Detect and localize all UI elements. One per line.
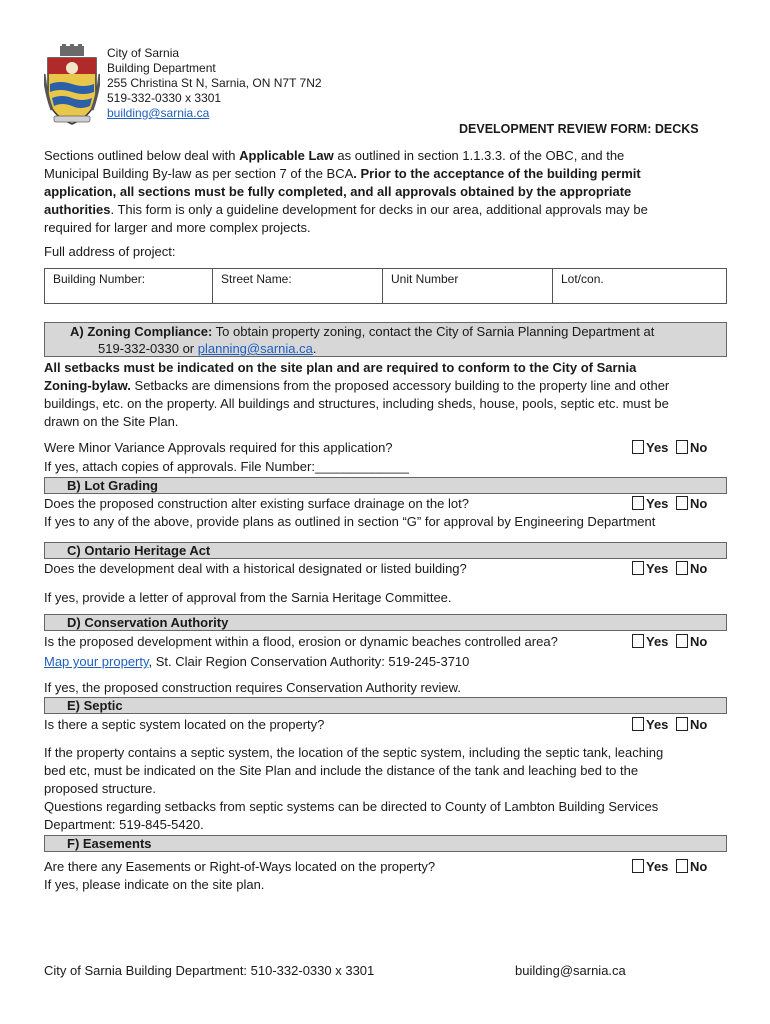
planning-email-link[interactable]: planning@sarnia.ca xyxy=(197,341,313,356)
lot-grading-yes-no: Yes No xyxy=(632,495,707,512)
minor-variance-no-checkbox[interactable] xyxy=(676,440,688,454)
heritage-followup: If yes, provide a letter of approval from the Sarnia Heritage Committee. xyxy=(44,590,452,605)
unit-number-field[interactable]: Unit Number xyxy=(383,269,553,303)
map-your-property-link[interactable]: Map your property xyxy=(44,654,149,669)
lot-con-field[interactable]: Lot/con. xyxy=(561,272,604,286)
section-a-body-2: Zoning-bylaw. Setbacks are dimensions from the proposed accessory building to the property line and other xyxy=(44,378,670,393)
heritage-question: Does the development deal with a historical designated or listed building? xyxy=(44,561,467,576)
septic-body-2: bed etc, must be indicated on the Site Plan and include the distance of the tank and leaching bed to the xyxy=(44,763,639,778)
heritage-no-checkbox[interactable] xyxy=(676,561,688,575)
footer-department: City of Sarnia Building Department: 510-332-0330 x 3301 xyxy=(44,963,375,978)
section-a-bold-1: All setbacks must be indicated on the site plan and are required to conform to the City of Sarnia xyxy=(44,360,637,375)
lot-grading-yes-checkbox[interactable] xyxy=(632,496,644,510)
minor-variance-question: Were Minor Variance Approvals required for this application? xyxy=(44,440,393,455)
conservation-followup: If yes, the proposed construction requires Conservation Authority review. xyxy=(44,680,461,695)
street-address: 255 Christina St N, Sarnia, ON N7T 7N2 xyxy=(107,76,322,90)
intro-paragraph: Sections outlined below deal with Applicable Law as outlined in section 1.1.3.3. of the OBC, and the Municipal Building By-law as per section 7 of the BCA. Prior to the acceptance of the building permit application, all sections must be fully completed, and all approvals obtained by the appropriate authorities. This form is only a guideline development for decks in our area, additional approvals may be required for larger and more complex projects. xyxy=(44,148,648,235)
form-title: DEVELOPMENT REVIEW FORM: DECKS xyxy=(459,122,699,136)
street-name-field[interactable]: Street Name: xyxy=(213,269,383,303)
easements-question: Are there any Easements or Right-of-Ways located on the property? xyxy=(44,859,436,874)
easements-yes-no: Yes No xyxy=(632,858,707,875)
section-b-header: B) Lot Grading xyxy=(44,477,727,494)
septic-no-checkbox[interactable] xyxy=(676,717,688,731)
section-a-body-4: drawn on the Site Plan. xyxy=(44,414,179,429)
minor-variance-yes-no: Yes No xyxy=(632,439,707,456)
email-link[interactable]: building@sarnia.ca xyxy=(107,106,210,120)
building-number-field[interactable]: Building Number: xyxy=(45,269,213,303)
letterhead xyxy=(107,46,322,121)
septic-body-3: proposed structure. xyxy=(44,781,157,796)
address-label: Full address of project: xyxy=(44,244,176,259)
septic-question: Is there a septic system located on the property? xyxy=(44,717,325,732)
section-a-body-3: buildings, etc. on the property. All buildings and structures, including sheds, house, pools, septic etc. must be xyxy=(44,396,669,411)
heritage-yes-checkbox[interactable] xyxy=(632,561,644,575)
septic-yes-checkbox[interactable] xyxy=(632,717,644,731)
conservation-question: Is the proposed development within a flood, erosion or dynamic beaches controlled area? xyxy=(44,634,558,649)
septic-body-1: If the property contains a septic system, the location of the septic system, including the septic tank, leaching xyxy=(44,745,664,760)
section-a-header: A) Zoning Compliance: To obtain property zoning, contact the City of Sarnia Planning Department at 519-332-0330 or planning@sarnia.ca. xyxy=(44,322,727,357)
address-table xyxy=(44,268,727,304)
conservation-contact: Map your property, St. Clair Region Conservation Authority: 519-245-3710 xyxy=(44,654,470,669)
septic-yes-no: Yes No xyxy=(632,716,707,733)
lot-grading-question: Does the proposed construction alter existing surface drainage on the lot? xyxy=(44,496,469,511)
septic-body-5: Department: 519-845-5420. xyxy=(44,817,204,832)
conservation-yes-checkbox[interactable] xyxy=(632,634,644,648)
lot-grading-no-checkbox[interactable] xyxy=(676,496,688,510)
phone-number: 519-332-0330 x 3301 xyxy=(107,91,222,105)
org-name: City of Sarnia xyxy=(107,46,180,60)
septic-body-4: Questions regarding setbacks from septic systems can be directed to County of Lambton Building Services xyxy=(44,799,659,814)
file-number-field[interactable]: If yes, attach copies of approvals. File Number:_____________ xyxy=(44,459,409,474)
easements-no-checkbox[interactable] xyxy=(676,859,688,873)
footer-email: building@sarnia.ca xyxy=(515,963,626,978)
heritage-yes-no: Yes No xyxy=(632,560,707,577)
easements-yes-checkbox[interactable] xyxy=(632,859,644,873)
section-e-header: E) Septic xyxy=(44,697,727,714)
section-d-header: D) Conservation Authority xyxy=(44,614,727,631)
lot-grading-followup: If yes to any of the above, provide plans as outlined in section “G” for approval by Engineering Department xyxy=(44,514,656,529)
section-c-header: C) Ontario Heritage Act xyxy=(44,542,727,559)
conservation-yes-no: Yes No xyxy=(632,633,707,650)
city-crest-logo xyxy=(44,44,100,126)
minor-variance-yes-checkbox[interactable] xyxy=(632,440,644,454)
conservation-no-checkbox[interactable] xyxy=(676,634,688,648)
easements-followup: If yes, please indicate on the site plan. xyxy=(44,877,265,892)
department-name: Building Department xyxy=(107,61,216,75)
section-f-header: F) Easements xyxy=(44,835,727,852)
